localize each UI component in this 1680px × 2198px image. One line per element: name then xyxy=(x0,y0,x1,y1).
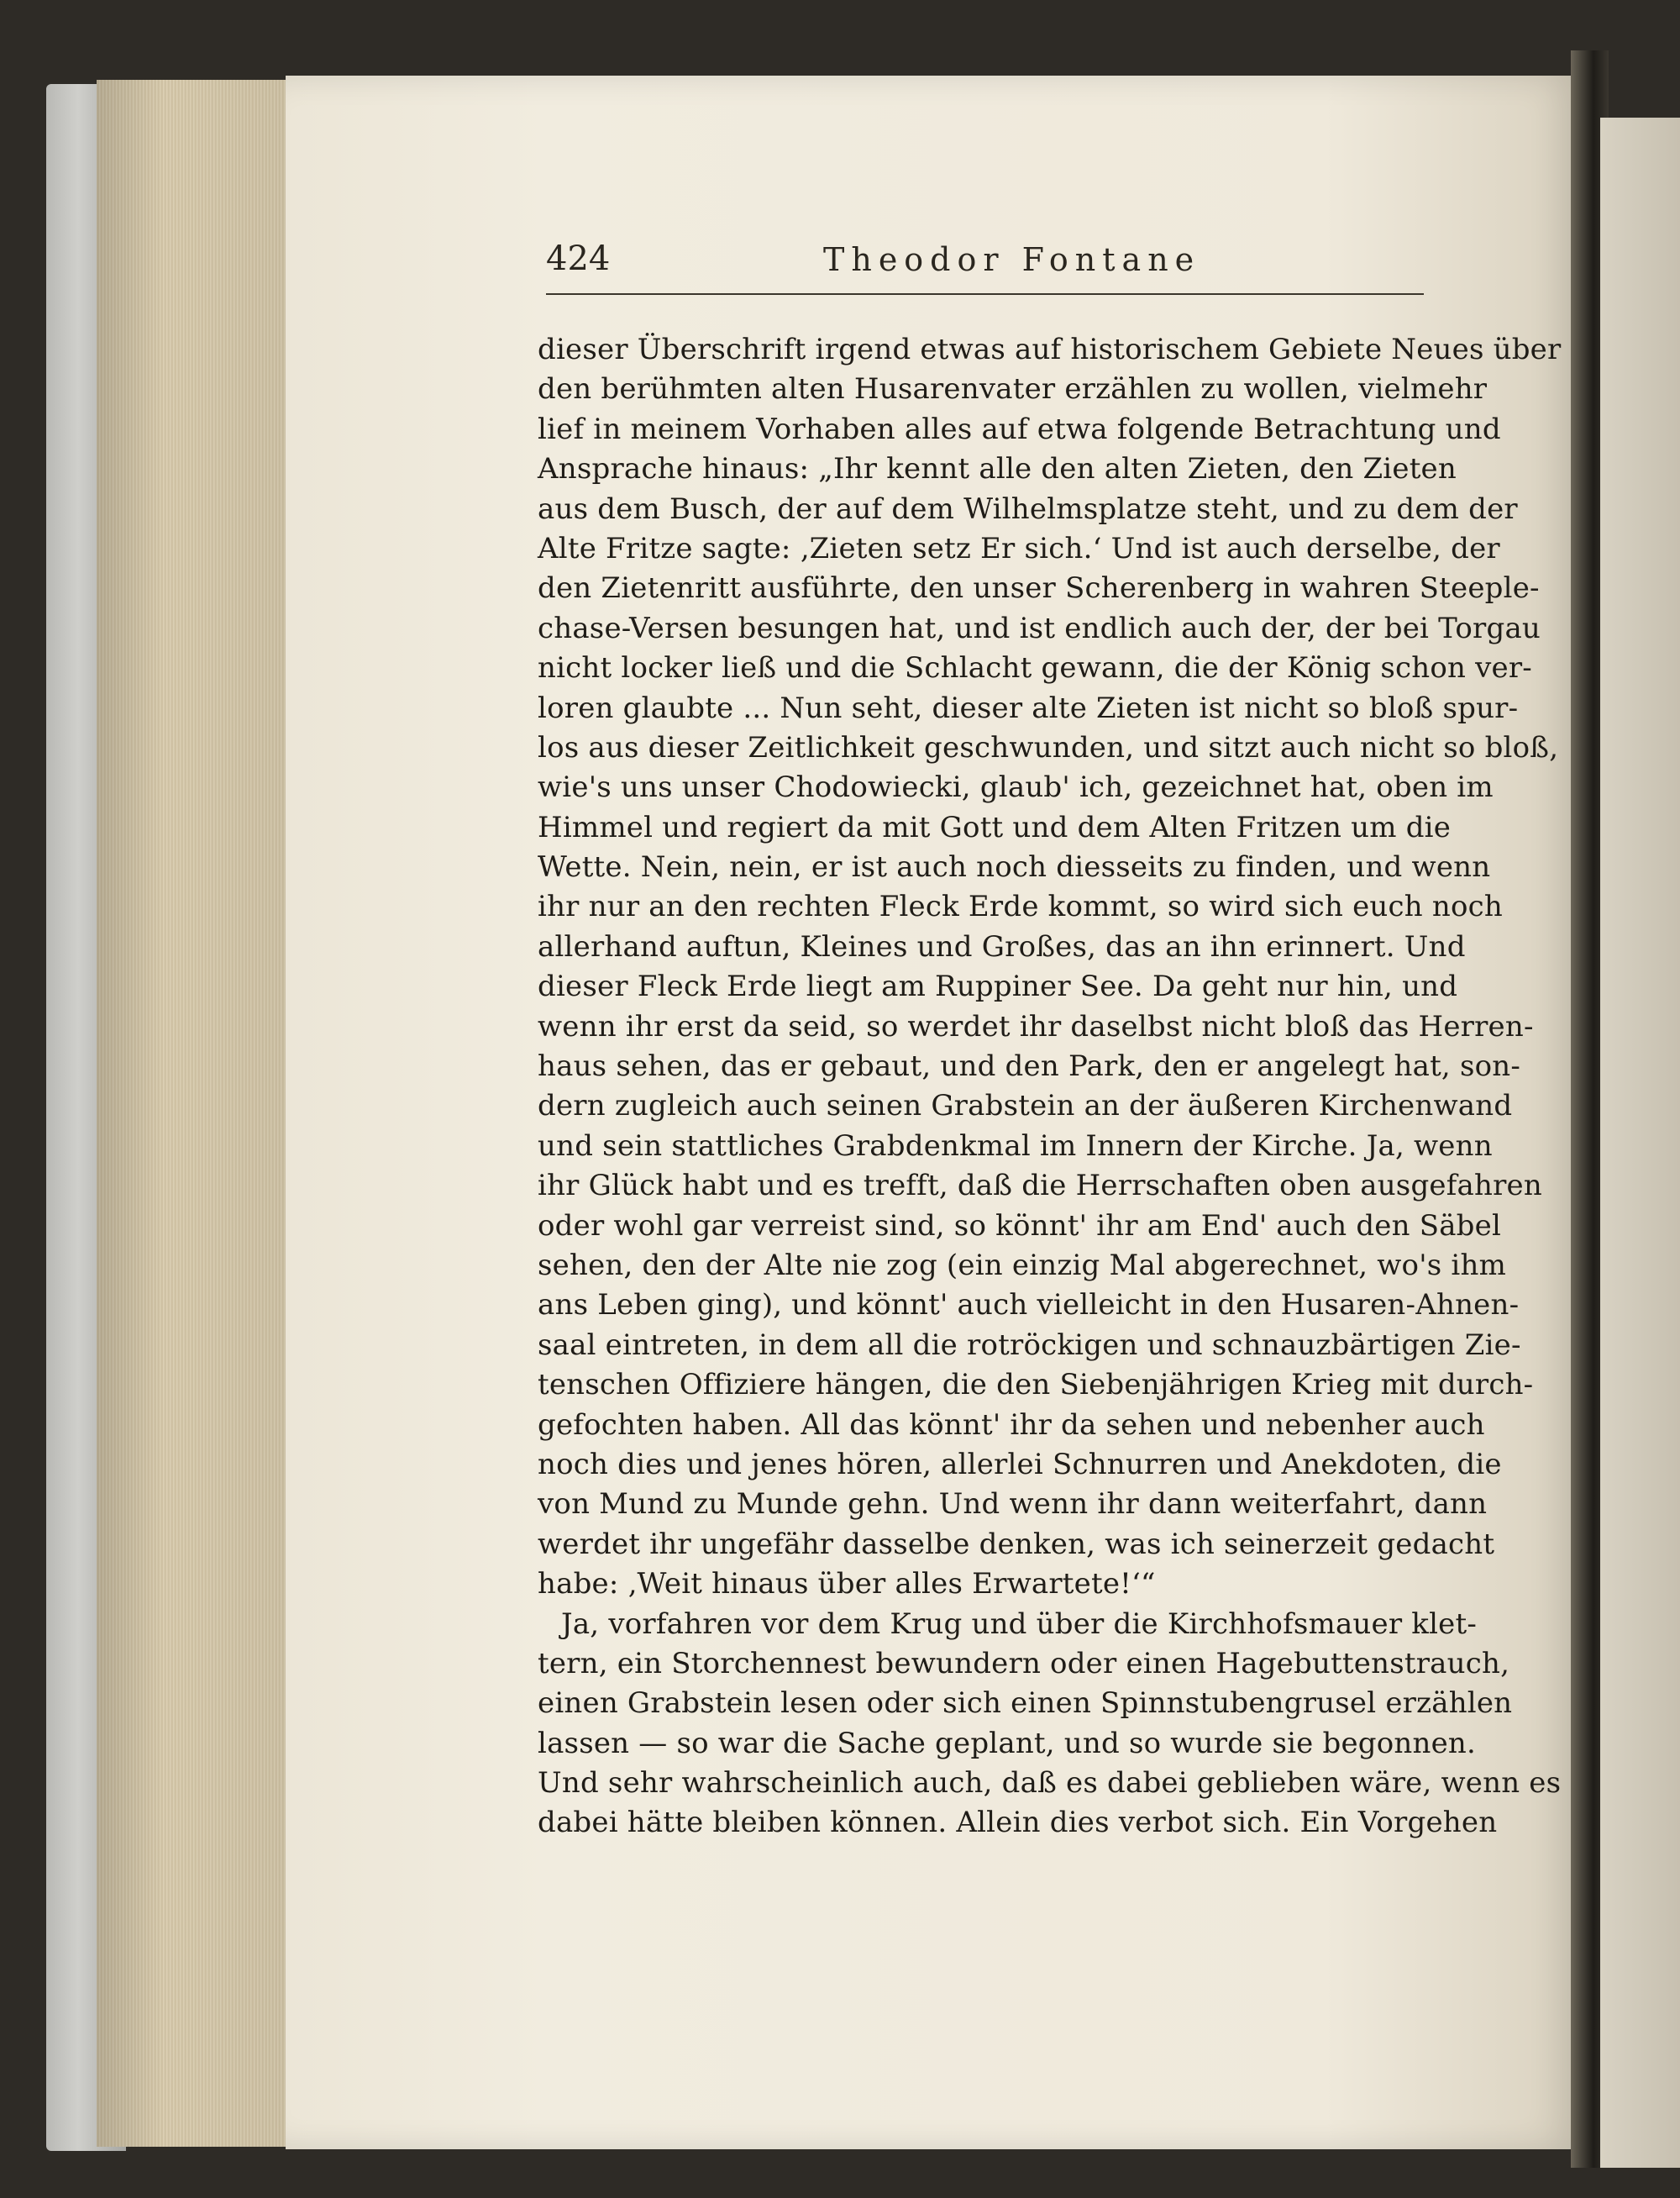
text-line: saal eintreten, in dem all die rotröckigen und schnauzbärtigen Zie- xyxy=(538,1328,1521,1362)
text-line: ihr nur an den rechten Fleck Erde kommt, so wird sich euch noch xyxy=(538,890,1503,924)
page-number: 424 xyxy=(546,239,611,278)
text-line: werdet ihr ungefähr dasselbe denken, was ich seinerzeit gedacht xyxy=(538,1527,1495,1561)
text-line: Himmel und regiert da mit Gott und dem Alten Fritzen um die xyxy=(538,810,1452,844)
text-line: aus dem Busch, der auf dem Wilhelmsplatze steht, und zu dem der xyxy=(538,492,1518,526)
text-line: wie's uns unser Chodowiecki, glaub' ich, gezeichnet hat, oben im xyxy=(538,770,1494,805)
text-line: dern zugleich auch seinen Grabstein an der äußeren Kirchenwand xyxy=(538,1089,1513,1123)
text-line: den berühmten alten Husarenvater erzählen zu wollen, vielmehr xyxy=(538,372,1488,407)
text-line: lief in meinem Vorhaben alles auf etwa folgende Betrachtung und xyxy=(538,412,1501,446)
body-text xyxy=(538,330,1562,1843)
page-stack-edges xyxy=(97,80,290,2147)
text-line: ans Leben ging), und könnt' auch vielleicht in den Husaren-Ahnen- xyxy=(538,1288,1520,1322)
text-line: loren glaubte ... Nun seht, dieser alte Zieten ist nicht so bloß spur- xyxy=(538,691,1519,725)
text-line: Alte Fritze sagte: ‚Zieten setz Er sich.‘ Und ist auch derselbe, der xyxy=(538,531,1500,565)
text-line: den Zietenritt ausführte, den unser Scherenberg in wahren Steeple- xyxy=(538,571,1540,606)
text-line: tenschen Offiziere hängen, die den Siebenjährigen Krieg mit durch- xyxy=(538,1368,1534,1402)
text-line: chase-Versen besungen hat, und ist endlich auch der, der bei Torgau xyxy=(538,611,1541,645)
running-header xyxy=(546,239,1424,298)
facing-page-edge xyxy=(1600,118,1680,2168)
text-line: ihr Glück habt und es trefft, daß die Herrschaften oben ausgefahren xyxy=(538,1169,1542,1203)
text-line: nicht locker ließ und die Schlacht gewann, die der König schon ver- xyxy=(538,651,1532,686)
text-line: wenn ihr erst da seid, so werdet ihr daselbst nicht bloß das Herren- xyxy=(538,1009,1534,1044)
text-line: allerhand auftun, Kleines und Großes, das an ihn erinnert. Und xyxy=(538,929,1466,964)
text-line: haus sehen, das er gebaut, und den Park, den er angelegt hat, son- xyxy=(538,1049,1521,1084)
text-line: Ansprache hinaus: „Ihr kennt alle den alten Zieten, den Zieten xyxy=(538,452,1457,486)
text-line: sehen, den der Alte nie zog (ein einzig Mal abgerechnet, wo's ihm xyxy=(538,1248,1507,1282)
text-line: oder wohl gar verreist sind, so könnt' ihr am End' auch den Säbel xyxy=(538,1208,1502,1243)
header-rule xyxy=(546,293,1424,295)
text-line: Wette. Nein, nein, er ist auch noch diesseits zu finden, und wenn xyxy=(538,850,1491,885)
text-line: noch dies und jenes hören, allerlei Schnurren und Anekdoten, die xyxy=(538,1447,1502,1481)
text-line: lassen — so war die Sache geplant, und so wurde sie begonnen. xyxy=(538,1726,1477,1760)
text-line: von Mund zu Munde gehn. Und wenn ihr dann weiterfahrt, dann xyxy=(538,1487,1488,1522)
text-line: tern, ein Storchennest bewundern oder einen Hagebuttenstrauch, xyxy=(538,1646,1510,1680)
text-line: einen Grabstein lesen oder sich einen Spinnstubengrusel erzählen xyxy=(538,1686,1513,1721)
text-line: gefochten haben. All das könnt' ihr da sehen und nebenher auch xyxy=(538,1407,1485,1442)
text-line: habe: ‚Weit hinaus über alles Erwartete!‘“ xyxy=(538,1567,1156,1601)
text-line: dieser Überschrift irgend etwas auf historischem Gebiete Neues über xyxy=(538,333,1562,366)
text-line: los aus dieser Zeitlichkeit geschwunden, und sitzt auch nicht so bloß, xyxy=(538,730,1559,765)
running-title: Theodor Fontane xyxy=(823,241,1201,278)
text-line: und sein stattliches Grabdenkmal im Innern der Kirche. Ja, wenn xyxy=(538,1128,1493,1163)
text-line: dieser Fleck Erde liegt am Ruppiner See. Da geht nur hin, und xyxy=(538,970,1458,1004)
text-line: dabei hätte bleiben können. Allein dies verbot sich. Ein Vorgehen xyxy=(538,1806,1498,1840)
text-line: Ja, vorfahren vor dem Krug und über die Kirchhofsmauer klet- xyxy=(561,1606,1478,1641)
text-line: Und sehr wahrscheinlich auch, daß es dabei geblieben wäre, wenn es xyxy=(538,1766,1562,1801)
